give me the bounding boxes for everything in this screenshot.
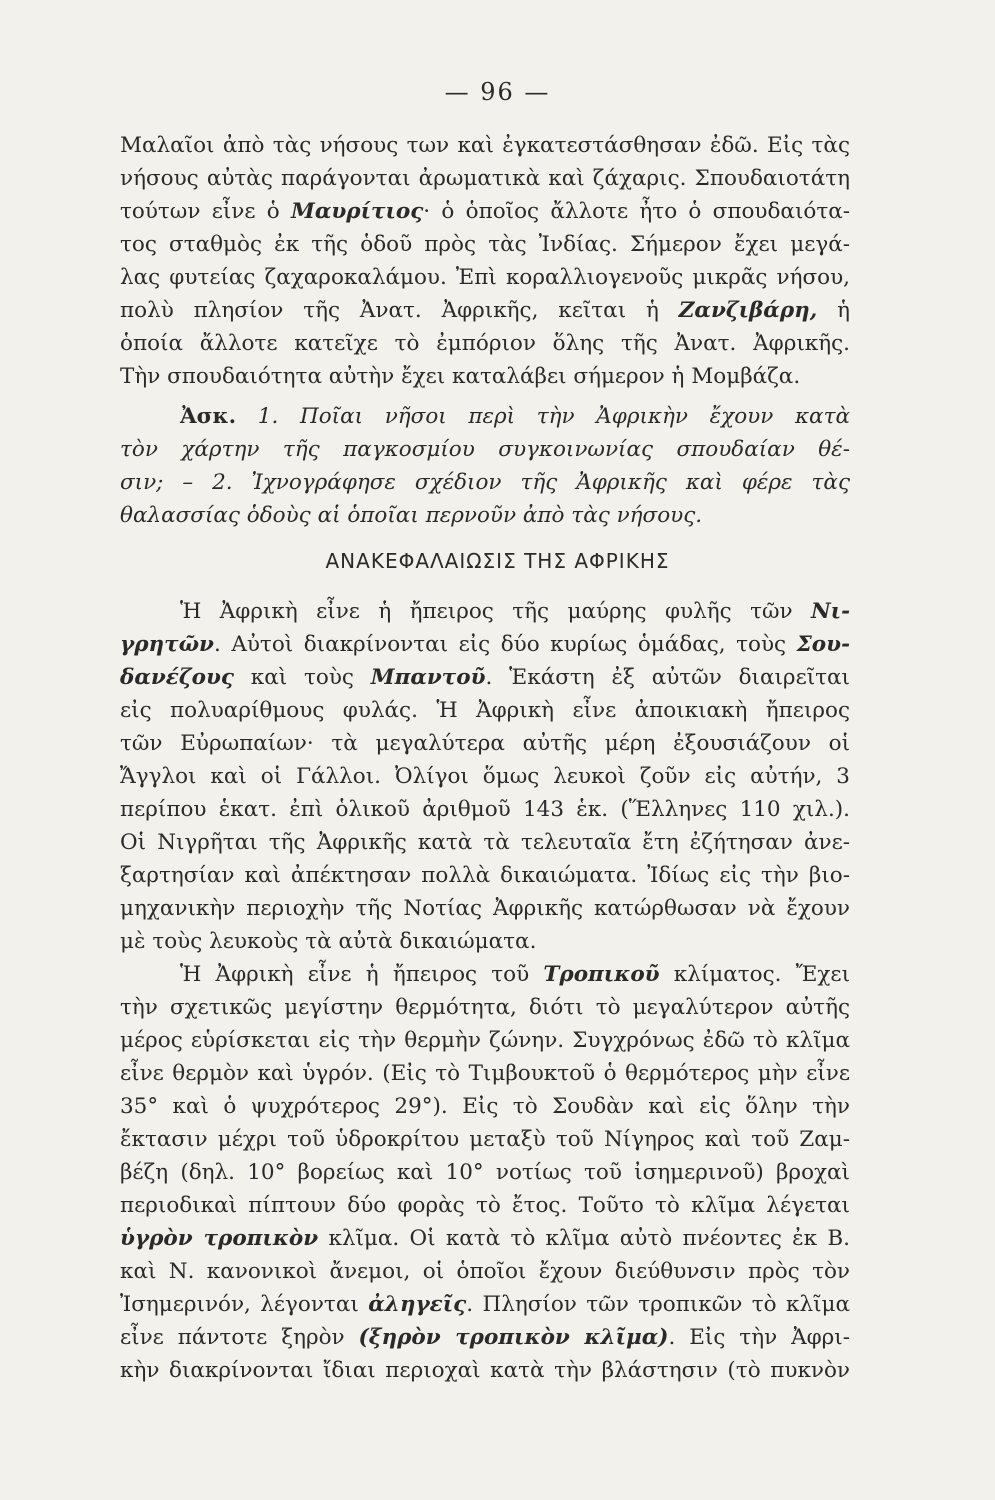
text-span: . Αὐτοὶ διακρίνονται εἰς δύο κυρίως ὁμάδας, τοὺς bbox=[213, 632, 797, 657]
text-span: περιοδικαὶ πίπτουν δύο φορὰς τὸ ἔτος. Τοῦτο τὸ κλῖμα λέγεται bbox=[120, 1193, 850, 1218]
emphasis-term: Σου- bbox=[796, 632, 850, 657]
text-line bbox=[120, 697, 850, 725]
text-line bbox=[120, 1093, 850, 1121]
exercise-line bbox=[180, 403, 850, 431]
text-line bbox=[120, 231, 850, 259]
text-span: θαλασσίας ὁδοὺς αἱ ὁποῖαι περνοῦν ἀπὸ τὰς νήσους. bbox=[120, 503, 703, 528]
text-span: λας φυτείας ζαχαροκαλάμου. Ἐπὶ κοραλλιογενοῦς μικρᾶς νήσου, bbox=[120, 265, 850, 290]
text-line bbox=[120, 862, 850, 890]
text-span: Μαλαῖοι ἀπὸ τὰς νήσους των καὶ ἐγκατεστάσθησαν ἐδῶ. Εἰς τὰς bbox=[120, 133, 850, 158]
text-line bbox=[120, 829, 850, 857]
text-span: τῶν Εὐρωπαίων· τὰ μεγαλύτερα αὐτῆς μέρη ἐξουσιάζουν οἱ bbox=[120, 731, 850, 756]
emphasis-term: ἀληγεῖς bbox=[368, 1292, 467, 1317]
text-span: . Ἑκάστη ἐξ αὐτῶν διαιρεῖται bbox=[485, 665, 850, 690]
text-span: μηχανικὴν περιοχὴν τῆς Νοτίας Ἀφρικῆς κατώρθωσαν νὰ ἔχουν bbox=[120, 896, 850, 921]
text-line bbox=[120, 1258, 850, 1286]
text-line bbox=[120, 1192, 850, 1220]
text-span: βέζη (δηλ. 10° βορείως καὶ 10° νοτίως τοῦ ἰσημερινοῦ) βροχαὶ bbox=[120, 1160, 850, 1185]
emphasis-term: Νι- bbox=[811, 599, 850, 624]
exercise-line bbox=[120, 436, 850, 464]
text-line bbox=[120, 264, 850, 292]
text-line bbox=[120, 132, 850, 160]
text-line bbox=[120, 1027, 850, 1055]
emphasis-term: Μπαντοῦ bbox=[370, 665, 486, 690]
text-span: Ἡ Ἀφρικὴ εἶνε ἡ ἤπειρος τοῦ bbox=[180, 962, 544, 987]
text-line bbox=[120, 730, 850, 758]
text-span: τὴν σχετικῶς μεγίστην θερμότητα, διότι τὸ μεγαλύτερον αὐτῆς bbox=[120, 995, 850, 1020]
text-span: σιν; – 2. Ἰχνογράφησε σχέδιον τῆς Ἀφρικῆς καὶ φέρε τὰς bbox=[120, 470, 850, 495]
section-heading: ΑΝΑΚΕΦΑΛΑΙΩΣΙΣ ΤΗΣ ΑΦΡΙΚΗΣ bbox=[325, 549, 670, 573]
exercise-line bbox=[120, 469, 850, 497]
text-span: . Εἰς τὴν Ἀφρι- bbox=[668, 1325, 850, 1350]
text-span: τος σταθμὸς ἐκ τῆς ὁδοῦ πρὸς τὰς Ἰνδίας. Σήμερον ἔχει μεγά- bbox=[120, 232, 850, 257]
text-line bbox=[120, 165, 850, 193]
text-span: Τὴν σπουδαιότητα αὐτὴν ἔχει καταλάβει σήμερον ἡ Μομβάζα. bbox=[120, 364, 801, 389]
exercise-label: Ἀσκ. bbox=[180, 404, 237, 429]
emphasis-term: ὑγρὸν τροπικὸν bbox=[120, 1226, 319, 1251]
text-span: Ἄγγλοι καὶ οἱ Γάλλοι. Ὀλίγοι ὅμως λευκοὶ ζοῦν εἰς αὐτήν, 3 bbox=[120, 764, 850, 789]
emphasis-term: γρητῶν bbox=[120, 632, 214, 657]
text-span: κὴν διακρίνονται ἴδιαι περιοχαὶ κατὰ τὴν βλάστησιν (τὸ πυκνὸν bbox=[120, 1358, 850, 1383]
text-line bbox=[120, 1159, 850, 1187]
emphasis-term: Μαυρίτιος bbox=[291, 199, 424, 224]
text-span: τούτων εἶνε ὁ bbox=[120, 199, 292, 224]
text-line bbox=[120, 297, 850, 325]
text-span: καὶ Ν. κανονικοὶ ἄνεμοι, οἱ ὁποῖοι ἔχουν διεύθυνσιν πρὸς τὸν bbox=[120, 1259, 850, 1284]
text-line bbox=[120, 994, 850, 1022]
text-line bbox=[120, 796, 850, 824]
text-span: 35° καὶ ὁ ψυχρότερος 29°). Εἰς τὸ Σουδὰν καὶ εἰς ὅλην τὴν bbox=[120, 1094, 850, 1119]
text-line bbox=[120, 1357, 850, 1385]
exercise-line bbox=[120, 502, 850, 530]
text-span: · ὁ ὁποῖος ἄλλοτε ἦτο ὁ σπουδαιότα- bbox=[423, 199, 850, 224]
text-line bbox=[120, 631, 850, 659]
text-line bbox=[120, 330, 850, 358]
text-line bbox=[120, 928, 850, 956]
emphasis-term: Τροπικοῦ bbox=[543, 962, 660, 987]
text-line bbox=[120, 1225, 850, 1253]
text-span: νήσους αὐτὰς παράγονται ἀρωματικὰ καὶ ζάχαρις. Σπουδαιοτάτη bbox=[120, 166, 850, 191]
text-line bbox=[120, 763, 850, 791]
page-number: — 96 — bbox=[444, 78, 551, 106]
text-line bbox=[120, 1324, 850, 1352]
text-line bbox=[120, 198, 850, 226]
text-span: Οἱ Νιγρῆται τῆς Ἀφρικῆς κατὰ τὰ τελευταῖα ἔτη ἐζήτησαν ἀνε- bbox=[120, 830, 850, 855]
text-span: εἶνε θερμὸν καὶ ὑγρόν. (Εἰς τὸ Τιμβουκτοῦ ὁ θερμότερος μὴν εἶνε bbox=[120, 1061, 850, 1086]
text-span: Ἰσημερινόν, λέγονται bbox=[120, 1292, 369, 1317]
emphasis-term: δανέζους bbox=[120, 665, 234, 690]
text-line bbox=[180, 961, 850, 989]
text-span: εἰς πολυαρίθμους φυλάς. Ἡ Ἀφρικὴ εἶνε ἀποικιακὴ ἤπειρος bbox=[120, 698, 850, 723]
text-span: μὲ τοὺς λευκοὺς τὰ αὐτὰ δικαιώματα. bbox=[120, 929, 537, 954]
emphasis-term: (ξηρὸν τροπικὸν κλῖμα) bbox=[358, 1325, 669, 1350]
text-span: . Πλησίον τῶν τροπικῶν τὸ κλῖμα bbox=[466, 1292, 851, 1317]
text-line bbox=[180, 598, 850, 626]
text-line bbox=[120, 1060, 850, 1088]
text-line bbox=[120, 664, 850, 692]
text-line bbox=[120, 1126, 850, 1154]
text-span: ἡ bbox=[817, 298, 850, 323]
emphasis-term: Ζανζιβάρη, bbox=[678, 298, 818, 323]
text-span: Ἡ Ἀφρικὴ εἶνε ἡ ἤπειρος τῆς μαύρης φυλῆς τῶν bbox=[180, 599, 812, 624]
text-span: περίπου ἑκατ. ἐπὶ ὁλικοῦ ἀριθμοῦ 143 ἑκ. (Ἕλληνες 110 χιλ.). bbox=[120, 797, 850, 822]
text-line bbox=[120, 895, 850, 923]
text-span: πολὺ πλησίον τῆς Ἀνατ. Ἀφρικῆς, κεῖται ἡ bbox=[120, 298, 679, 323]
text-span: τὸν χάρτην τῆς παγκοσμίου συγκοινωνίας σπουδαίαν θέ- bbox=[120, 437, 850, 462]
text-span: εἶνε πάντοτε ξηρὸν bbox=[120, 1325, 359, 1350]
text-span: καὶ τοὺς bbox=[233, 665, 371, 690]
text-span: κλίματος. Ἔχει bbox=[659, 962, 850, 987]
text-span: μέρος εὑρίσκεται εἰς τὴν θερμὴν ζώνην. Συγχρόνως ἐδῶ τὸ κλῖμα bbox=[120, 1028, 850, 1053]
text-span: ἔκτασιν μέχρι τοῦ ὑδροκρίτου μεταξὺ τοῦ Νίγηρος καὶ τοῦ Ζαμ- bbox=[120, 1127, 850, 1152]
text-span: κλῖμα. Οἱ κατὰ τὸ κλῖμα αὐτὸ πνέοντες ἐκ Β. bbox=[318, 1226, 850, 1251]
text-line bbox=[120, 1291, 850, 1319]
text-span: ξαρτησίαν καὶ ἀπέκτησαν πολλὰ δικαιώματα. Ἰδίως εἰς τὴν βιο- bbox=[120, 863, 850, 888]
text-span: ὁποία ἄλλοτε κατεῖχε τὸ ἐμπόριον ὅλης τῆς Ἀνατ. Ἀφρικῆς. bbox=[120, 331, 850, 356]
text-span: 1. Ποῖαι νῆσοι περὶ τὴν Ἀφρικὴν ἔχουν κατὰ bbox=[236, 404, 850, 429]
text-line bbox=[120, 363, 850, 391]
